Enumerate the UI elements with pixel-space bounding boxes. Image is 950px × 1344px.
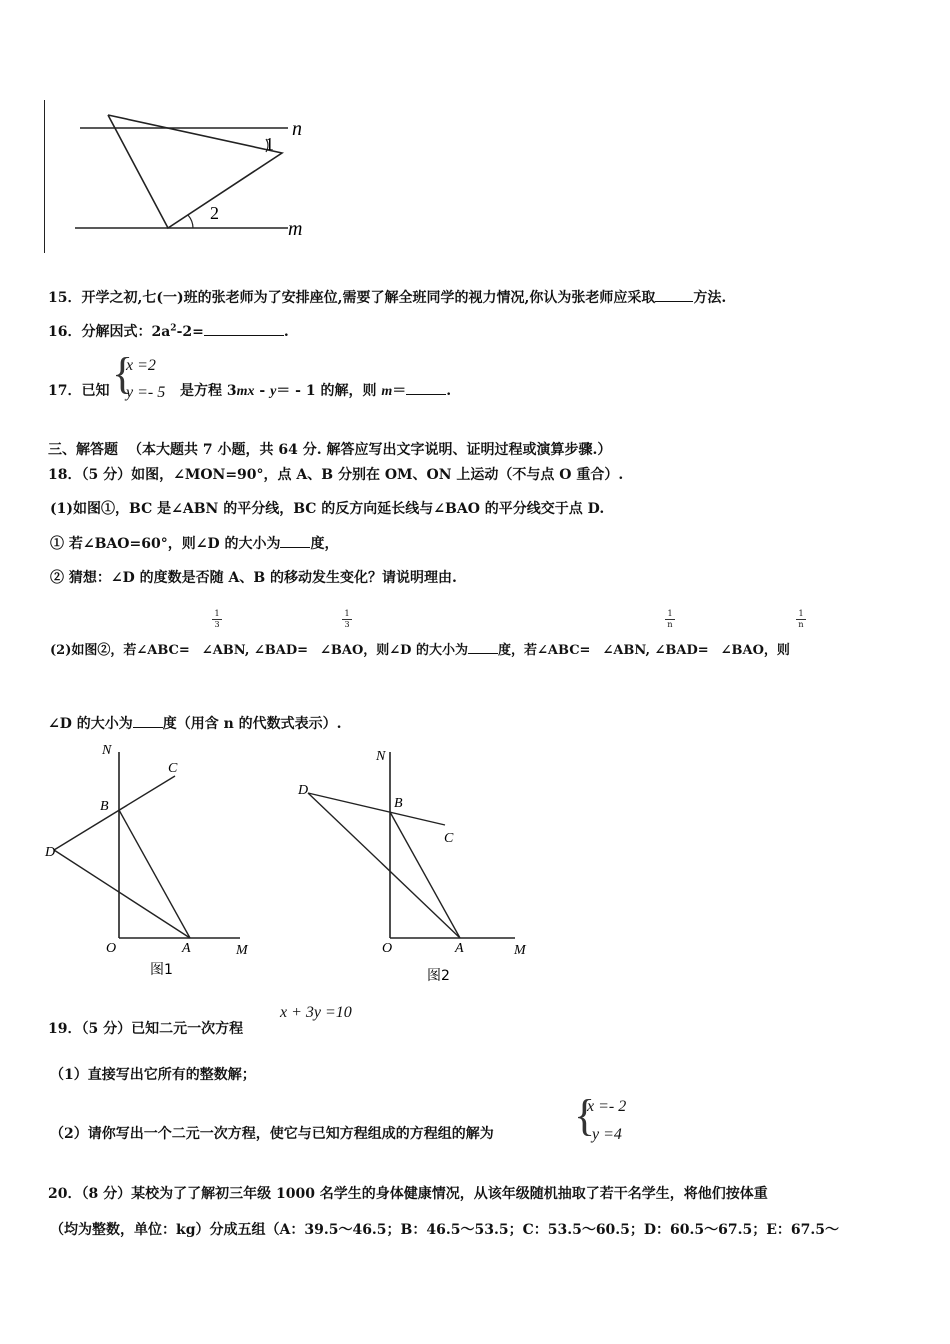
fraction-1-n-b: 1 n — [796, 610, 806, 629]
fig2-line-DA — [308, 793, 460, 938]
fig1-label-D: D — [45, 845, 56, 860]
question-19-intro: 19．（5 分）已知二元一次方程 — [48, 1021, 244, 1037]
fraction-1-n-a: 1 n — [665, 610, 675, 629]
q15-blank[interactable] — [655, 287, 693, 302]
q18-part2-last: ∠D 的大小为 度（用含 n 的代数式表示）. — [48, 713, 342, 733]
q19-brace: { — [574, 1091, 596, 1140]
q16-text-a: 分解因式：2a — [81, 324, 171, 340]
question-15 — [48, 287, 726, 307]
fig2-label-A: A — [455, 941, 464, 956]
margin-line — [44, 100, 45, 253]
q19-sol2: y =4 — [592, 1126, 622, 1143]
question-20-line1: 20．（8 分）某校为了了解初三年级 1000 名学生的身体健康情况，从该年级随机抽取了若干名学生，将他们按体重 — [48, 1186, 768, 1202]
question-16 — [48, 321, 289, 341]
fig2-label-O: O — [382, 941, 393, 956]
fig1-label-C: C — [168, 761, 178, 776]
fig2-label-D: D — [298, 783, 309, 798]
triangle — [108, 115, 282, 228]
fig2-label-B: B — [394, 796, 403, 811]
q17-eq2: y =- 5 — [126, 384, 166, 401]
q17-blank[interactable] — [406, 380, 446, 395]
fig1-label-O: O — [106, 941, 117, 956]
section-3-note: （本大题共 7 小题，共 64 分. 解答应写出文字说明、证明过程或演算步骤.） — [128, 442, 612, 458]
angle-1-label: 1 — [265, 134, 274, 154]
figure-2 — [290, 738, 540, 988]
q16-tail: . — [283, 324, 289, 340]
fraction-1-3-a: 1 3 — [212, 610, 222, 629]
parallel-lines-figure — [60, 95, 320, 245]
fig1-label-B: B — [100, 799, 109, 814]
fig1-line-BA — [119, 810, 190, 938]
q16-superscript: 2 — [170, 323, 177, 334]
question-18-intro: 18．（5 分）如图，∠MON=90°，点 A、B 分别在 OM、ON 上运动（不与点 O 重合）. — [48, 467, 624, 483]
section-3-heading — [48, 439, 611, 459]
q18-part1: (1)如图①，BC 是∠ABN 的平分线，BC 的反方向延长线与∠BAO 的平分线交于点 D. — [50, 501, 605, 517]
q18-blank-1[interactable] — [280, 533, 310, 548]
label-n: n — [292, 118, 302, 140]
q16-text-b: -2= — [176, 324, 204, 340]
q17-lead: 已知 — [81, 383, 110, 399]
fig2-label-C: C — [444, 831, 454, 846]
q19-equation: x + 3y =10 — [280, 1004, 352, 1021]
q17-brace: { — [112, 349, 134, 398]
angle-2-label: 2 — [210, 203, 219, 223]
q19-part2: （2）请你写出一个二元一次方程，使它与已知方程组成的方程组的解为 — [50, 1126, 494, 1142]
q18-part2: (2)如图②，若∠ABC= ∠ABN, ∠BAD= ∠BAO，则∠D 的大小为 度，若∠ABC= ∠ABN, ∠BAD= ∠BAO，则 — [50, 639, 790, 658]
section-3-title: 三、解答题 — [48, 442, 118, 458]
fig1-label-M: M — [236, 943, 248, 958]
fig1-caption: 图1 — [150, 962, 173, 978]
q16-blank[interactable] — [204, 321, 284, 336]
q18-part1a: ① 若∠BAO=60°，则∠D 的大小为 度， — [50, 533, 338, 553]
q18-blank-3[interactable] — [133, 713, 163, 728]
question-20-line2: （均为整数，单位：kg）分成五组（A：39.5～46.5；B：46.5～53.5；C：53.5～60.5；D：60.5～67.5；E：67.5～ — [50, 1222, 840, 1238]
q16-number: 16． — [48, 324, 82, 340]
q19-part1: （1）直接写出它所有的整数解； — [50, 1067, 256, 1083]
angle-2-arc — [188, 215, 193, 228]
fig2-line-DC — [308, 793, 445, 825]
q15-number: 15． — [48, 290, 82, 306]
q18-part1b: ② 猜想：∠D 的度数是否随 A、B 的移动发生变化？请说明理由. — [50, 570, 457, 586]
fig2-label-M: M — [514, 943, 526, 958]
fig1-line-DC — [54, 776, 175, 850]
q19-sol1: x =- 2 — [587, 1098, 627, 1115]
fig1-label-N: N — [102, 743, 112, 758]
label-m: m — [288, 218, 303, 240]
q17-eq1: x =2 — [126, 357, 156, 374]
q17-body: 是方程 3mx - y＝ - 1 的解，则 m＝ . — [180, 380, 451, 400]
q15-text: 开学之初,七(一)班的张老师为了安排座位,需要了解全班同学的视力情况,你认为张老师应采取 — [81, 290, 656, 306]
figure-1 — [40, 738, 270, 983]
fig1-label-A: A — [182, 941, 191, 956]
fig1-line-DA — [54, 850, 190, 938]
question-17-number: 17．已知 — [48, 383, 110, 399]
q18-blank-2[interactable] — [468, 639, 498, 654]
q15-tail: 方法. — [693, 290, 727, 306]
fraction-1-3-b: 1 3 — [342, 610, 352, 629]
fig2-caption: 图2 — [427, 968, 450, 984]
fig2-label-N: N — [376, 749, 386, 764]
